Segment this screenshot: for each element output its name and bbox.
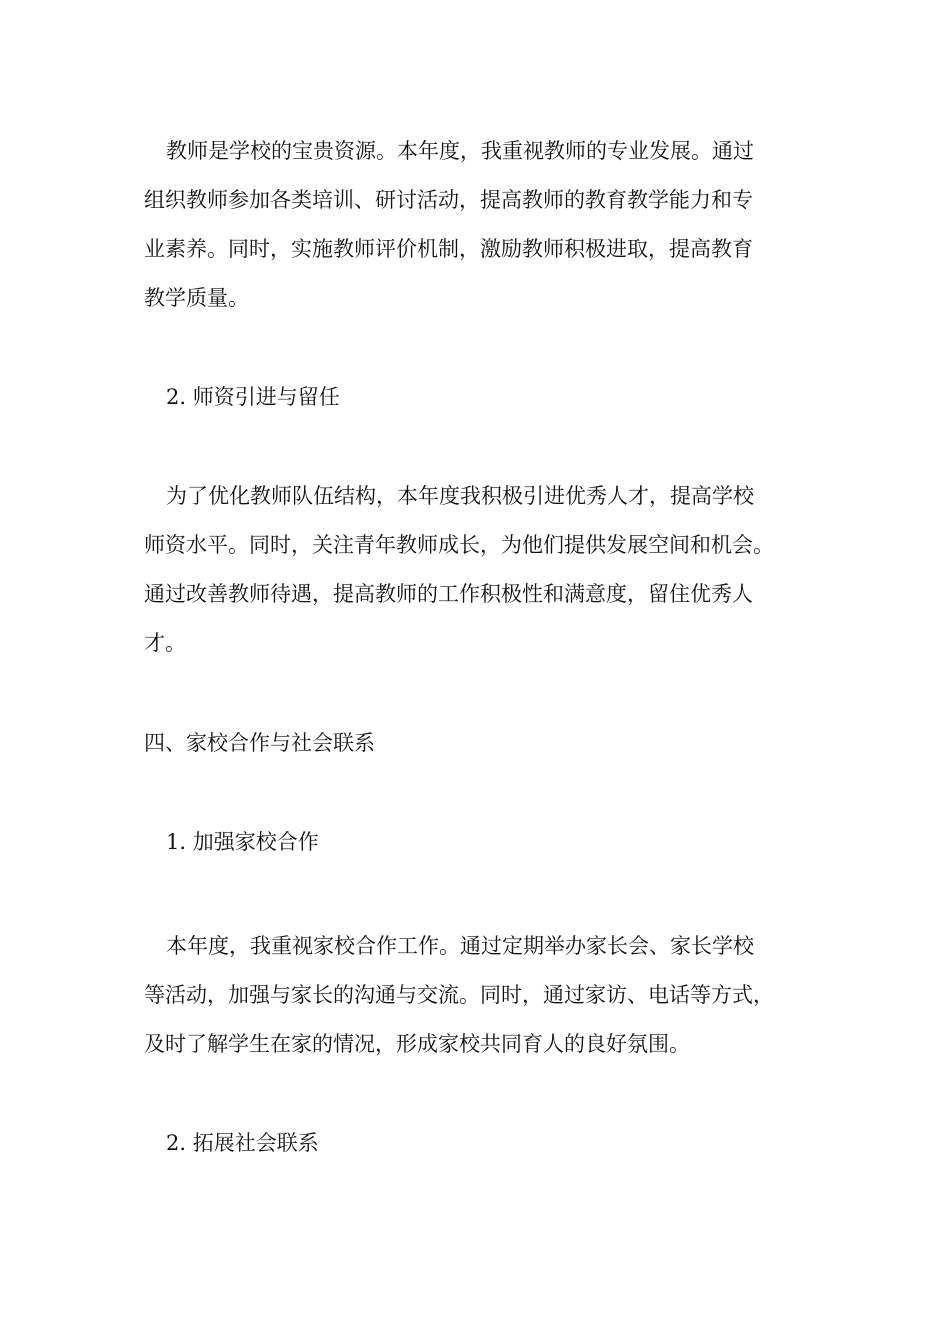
paragraph-line: 业素养。同时，实施教师评价机制，激励教师积极进取，提高教育 <box>144 237 753 261</box>
paragraph-line: 才。 <box>144 631 186 655</box>
paragraph-line: 等活动，加强与家长的沟通与交流。同时，通过家访、电话等方式， <box>144 983 774 1007</box>
paragraph-line: 为了优化教师队伍结构，本年度我积极引进优秀人才，提高学校 <box>166 484 754 508</box>
subheading-teacher-recruitment <box>144 373 824 422</box>
paragraph-line: 师资水平。同时，关注青年教师成长，为他们提供发展空间和机会。 <box>144 533 774 557</box>
paragraph-line: 本年度，我重视家校合作工作。通过定期举办家长会、家长学校 <box>166 934 754 958</box>
subheading-text: 2. 师资引进与留任 <box>166 385 340 409</box>
paragraph-line: 教师是学校的宝贵资源。本年度，我重视教师的专业发展。通过 <box>166 139 754 163</box>
subheading-text: 2. 拓展社会联系 <box>166 1131 319 1155</box>
paragraph-teacher-recruitment <box>144 472 824 668</box>
subheading-social-connections <box>144 1119 824 1168</box>
paragraph-line: 及时了解学生在家的情况，形成家校共同育人的良好氛围。 <box>144 1032 690 1056</box>
paragraph-home-school-cooperation <box>144 922 824 1069</box>
paragraph-line: 教学质量。 <box>144 286 249 310</box>
subheading-home-school-cooperation <box>144 818 824 867</box>
paragraph-teacher-development <box>144 127 824 323</box>
paragraph-line: 通过改善教师待遇，提高教师的工作积极性和满意度，留住优秀人 <box>144 582 753 606</box>
paragraph-line: 组织教师参加各类培训、研讨活动，提高教师的教育教学能力和专 <box>144 188 753 212</box>
subheading-text: 1. 加强家校合作 <box>166 830 319 854</box>
section-heading-text: 四、家校合作与社会联系 <box>144 731 375 755</box>
section-heading-home-school <box>144 719 824 768</box>
